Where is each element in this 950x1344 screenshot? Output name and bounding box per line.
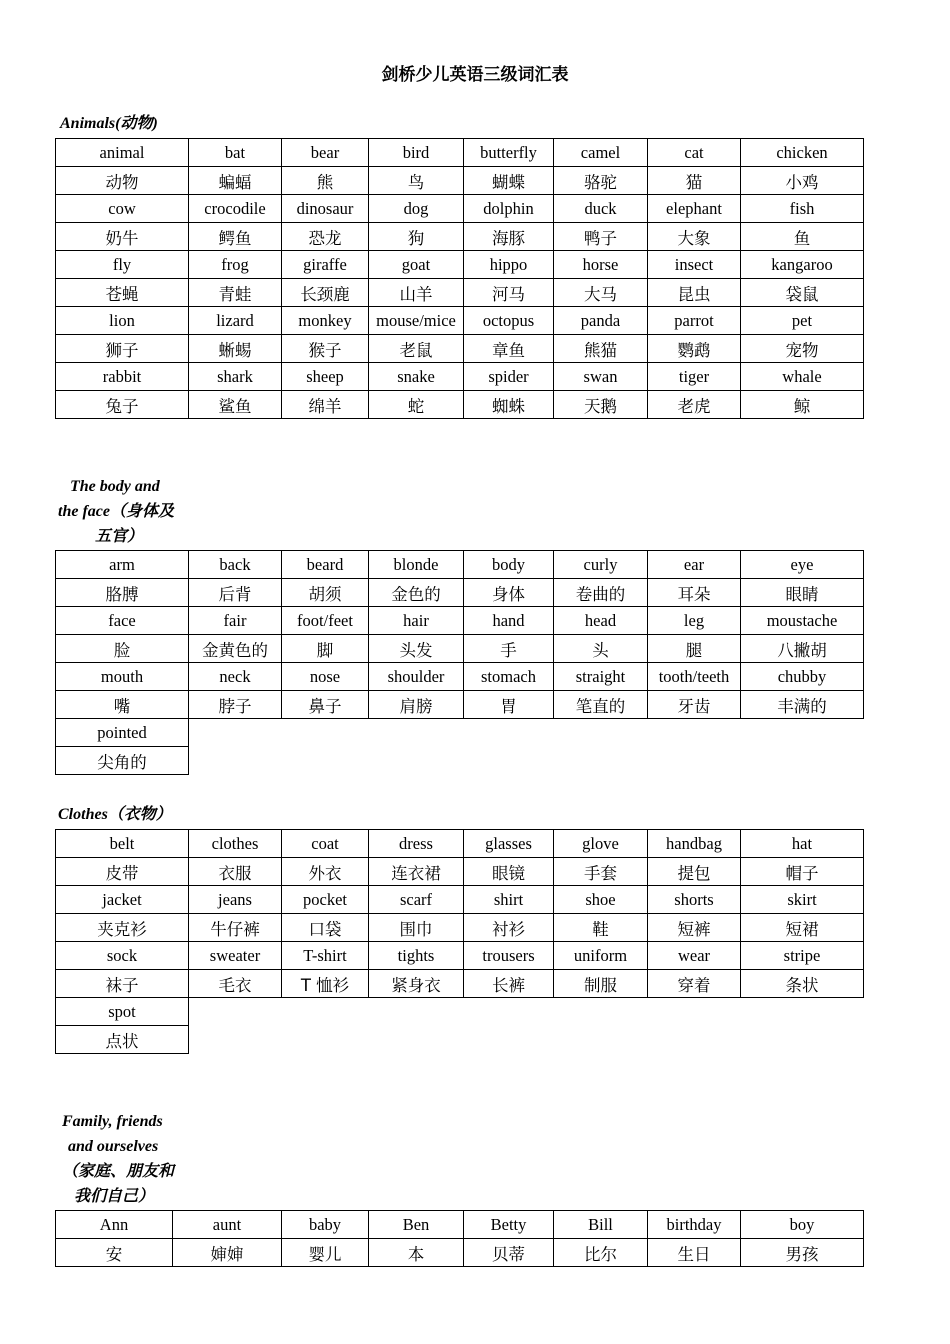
english-word-cell: jacket: [56, 886, 189, 914]
english-word-cell: T-shirt: [282, 942, 369, 970]
english-word-cell: jeans: [189, 886, 282, 914]
chinese-meaning-cell: 绵羊: [282, 391, 369, 419]
chinese-meaning-cell: 天鹅: [554, 391, 648, 419]
section-heading-animals: [60, 111, 158, 136]
english-word-cell: camel: [554, 139, 648, 167]
chinese-meaning-cell: 笔直的: [554, 691, 648, 719]
chinese-meaning-cell: 金色的: [369, 579, 464, 607]
english-word-cell: hand: [464, 607, 554, 635]
chinese-meaning-cell: 鲨鱼: [189, 391, 282, 419]
chinese-meaning-cell: 头发: [369, 635, 464, 663]
heading-line: 我们自己）: [74, 1188, 155, 1205]
english-word-cell: trousers: [464, 942, 554, 970]
heading-line: （家庭、朋友和: [62, 1163, 175, 1180]
chinese-meaning-cell: 鼻子: [282, 691, 369, 719]
chinese-meaning-cell: 熊: [282, 167, 369, 195]
chinese-meaning-cell: 金黄色的: [189, 635, 282, 663]
english-word-cell: beard: [282, 551, 369, 579]
chinese-meaning-cell: 章鱼: [464, 335, 554, 363]
chinese-meaning-cell: 提包: [648, 858, 741, 886]
empty-cell: [741, 719, 864, 747]
english-word-cell: fair: [189, 607, 282, 635]
english-word-cell: goat: [369, 251, 464, 279]
chinese-meaning-cell: 老虎: [648, 391, 741, 419]
english-word-cell: mouse/mice: [369, 307, 464, 335]
english-word-cell: elephant: [648, 195, 741, 223]
empty-cell: [554, 998, 648, 1026]
vocab-table-clothes: [55, 829, 864, 1054]
english-word-cell: monkey: [282, 307, 369, 335]
empty-cell: [369, 719, 464, 747]
empty-cell: [369, 998, 464, 1026]
chinese-meaning-cell: 牛仔裤: [189, 914, 282, 942]
chinese-meaning-cell: 宠物: [741, 335, 864, 363]
english-word-cell: giraffe: [282, 251, 369, 279]
chinese-meaning-cell: 蝙蝠: [189, 167, 282, 195]
english-word-cell: spot: [56, 998, 189, 1026]
english-word-cell: fly: [56, 251, 189, 279]
chinese-meaning-cell: 贝蒂: [464, 1239, 554, 1267]
empty-cell: [741, 1026, 864, 1054]
chinese-meaning-row: [56, 635, 864, 663]
english-word-cell: straight: [554, 663, 648, 691]
english-word-row: [56, 998, 864, 1026]
section-heading-body: [58, 474, 174, 549]
empty-cell: [554, 747, 648, 775]
empty-cell: [189, 719, 282, 747]
english-word-cell: kangaroo: [741, 251, 864, 279]
chinese-meaning-cell: 腿: [648, 635, 741, 663]
section-heading-clothes: [58, 802, 172, 827]
english-word-cell: arm: [56, 551, 189, 579]
english-word-cell: dress: [369, 830, 464, 858]
empty-cell: [464, 719, 554, 747]
chinese-meaning-cell: 鱼: [741, 223, 864, 251]
english-word-cell: shoulder: [369, 663, 464, 691]
english-word-cell: spider: [464, 363, 554, 391]
empty-cell: [648, 719, 741, 747]
vocab-table-animals: [55, 138, 864, 419]
english-word-cell: swan: [554, 363, 648, 391]
chinese-meaning-cell: 卷曲的: [554, 579, 648, 607]
chinese-meaning-cell: 毛衣: [189, 970, 282, 998]
english-word-cell: animal: [56, 139, 189, 167]
english-word-cell: dog: [369, 195, 464, 223]
chinese-meaning-cell: 猫: [648, 167, 741, 195]
english-word-cell: sweater: [189, 942, 282, 970]
chinese-meaning-cell: 小鸡: [741, 167, 864, 195]
empty-cell: [282, 747, 369, 775]
chinese-meaning-cell: 点状: [56, 1026, 189, 1054]
chinese-meaning-cell: 嘴: [56, 691, 189, 719]
english-word-row: [56, 139, 864, 167]
chinese-meaning-cell: 皮带: [56, 858, 189, 886]
english-word-cell: Ben: [369, 1211, 464, 1239]
empty-cell: [648, 998, 741, 1026]
english-word-cell: cow: [56, 195, 189, 223]
english-word-cell: fish: [741, 195, 864, 223]
chinese-meaning-row: [56, 391, 864, 419]
empty-cell: [464, 1026, 554, 1054]
english-word-cell: birthday: [648, 1211, 741, 1239]
chinese-meaning-cell: 胡须: [282, 579, 369, 607]
chinese-meaning-row: [56, 1239, 864, 1267]
empty-cell: [369, 1026, 464, 1054]
english-word-cell: stomach: [464, 663, 554, 691]
english-word-cell: nose: [282, 663, 369, 691]
page-title: 剑桥少儿英语三级词汇表: [381, 65, 569, 84]
chinese-meaning-row: [56, 970, 864, 998]
vocab-table-family: [55, 1210, 864, 1267]
chinese-meaning-row: [56, 335, 864, 363]
chinese-meaning-cell: 条状: [741, 970, 864, 998]
empty-cell: [464, 747, 554, 775]
english-word-cell: glove: [554, 830, 648, 858]
chinese-meaning-cell: 鞋: [554, 914, 648, 942]
chinese-meaning-cell: 眼镜: [464, 858, 554, 886]
empty-cell: [554, 1026, 648, 1054]
empty-cell: [648, 747, 741, 775]
english-word-row: [56, 886, 864, 914]
chinese-meaning-cell: 八撇胡: [741, 635, 864, 663]
chinese-meaning-cell: 兔子: [56, 391, 189, 419]
chinese-meaning-row: [56, 747, 864, 775]
english-word-cell: tiger: [648, 363, 741, 391]
english-word-cell: face: [56, 607, 189, 635]
chinese-meaning-row: [56, 279, 864, 307]
english-word-cell: handbag: [648, 830, 741, 858]
chinese-meaning-cell: 生日: [648, 1239, 741, 1267]
english-word-cell: pet: [741, 307, 864, 335]
empty-cell: [554, 719, 648, 747]
english-word-cell: leg: [648, 607, 741, 635]
chinese-meaning-cell: 后背: [189, 579, 282, 607]
chinese-meaning-cell: 蝴蝶: [464, 167, 554, 195]
english-word-row: [56, 942, 864, 970]
english-word-cell: dinosaur: [282, 195, 369, 223]
english-word-cell: scarf: [369, 886, 464, 914]
chinese-meaning-cell: 短裤: [648, 914, 741, 942]
english-word-cell: clothes: [189, 830, 282, 858]
english-word-cell: duck: [554, 195, 648, 223]
english-word-cell: body: [464, 551, 554, 579]
chinese-meaning-cell: 猴子: [282, 335, 369, 363]
chinese-meaning-cell: 动物: [56, 167, 189, 195]
chinese-meaning-cell: 婶婶: [173, 1239, 282, 1267]
english-word-cell: rabbit: [56, 363, 189, 391]
chinese-meaning-cell: 大象: [648, 223, 741, 251]
english-word-cell: stripe: [741, 942, 864, 970]
english-word-cell: octopus: [464, 307, 554, 335]
chinese-meaning-cell: 长颈鹿: [282, 279, 369, 307]
english-word-cell: hat: [741, 830, 864, 858]
chinese-meaning-cell: 尖角的: [56, 747, 189, 775]
chinese-meaning-cell: 脖子: [189, 691, 282, 719]
heading-line: and ourselves: [68, 1138, 159, 1155]
english-word-cell: glasses: [464, 830, 554, 858]
chinese-meaning-cell: 鲸: [741, 391, 864, 419]
chinese-meaning-cell: 恐龙: [282, 223, 369, 251]
chinese-meaning-cell: 胳膊: [56, 579, 189, 607]
english-word-cell: sock: [56, 942, 189, 970]
chinese-meaning-cell: 袋鼠: [741, 279, 864, 307]
chinese-meaning-cell: 穿着: [648, 970, 741, 998]
chinese-meaning-cell: 男孩: [741, 1239, 864, 1267]
english-word-cell: pocket: [282, 886, 369, 914]
english-word-cell: boy: [741, 1211, 864, 1239]
chinese-meaning-cell: 帽子: [741, 858, 864, 886]
chinese-meaning-row: [56, 1026, 864, 1054]
chinese-meaning-cell: 身体: [464, 579, 554, 607]
chinese-meaning-cell: 蛇: [369, 391, 464, 419]
empty-cell: [369, 747, 464, 775]
english-word-cell: cat: [648, 139, 741, 167]
english-word-cell: Ann: [56, 1211, 173, 1239]
chinese-meaning-cell: 长裤: [464, 970, 554, 998]
english-word-cell: snake: [369, 363, 464, 391]
chinese-meaning-cell: 蜘蛛: [464, 391, 554, 419]
english-word-cell: insect: [648, 251, 741, 279]
chinese-meaning-cell: 衣服: [189, 858, 282, 886]
english-word-cell: eye: [741, 551, 864, 579]
english-word-cell: shark: [189, 363, 282, 391]
chinese-meaning-cell: 胃: [464, 691, 554, 719]
chinese-meaning-cell: 安: [56, 1239, 173, 1267]
english-word-cell: chubby: [741, 663, 864, 691]
chinese-meaning-cell: 蜥蜴: [189, 335, 282, 363]
english-word-cell: head: [554, 607, 648, 635]
english-word-cell: chicken: [741, 139, 864, 167]
english-word-row: [56, 719, 864, 747]
empty-cell: [189, 998, 282, 1026]
english-word-cell: skirt: [741, 886, 864, 914]
english-word-cell: tights: [369, 942, 464, 970]
chinese-meaning-cell: 外衣: [282, 858, 369, 886]
english-word-cell: baby: [282, 1211, 369, 1239]
chinese-meaning-cell: 手套: [554, 858, 648, 886]
english-word-cell: curly: [554, 551, 648, 579]
english-word-cell: belt: [56, 830, 189, 858]
chinese-meaning-cell: 大马: [554, 279, 648, 307]
chinese-meaning-cell: 狮子: [56, 335, 189, 363]
english-word-cell: Bill: [554, 1211, 648, 1239]
empty-cell: [189, 1026, 282, 1054]
chinese-meaning-cell: 鹦鹉: [648, 335, 741, 363]
chinese-meaning-row: [56, 691, 864, 719]
empty-cell: [282, 1026, 369, 1054]
heading-line: 五官）: [95, 528, 144, 545]
english-word-cell: lion: [56, 307, 189, 335]
english-word-cell: whale: [741, 363, 864, 391]
empty-cell: [741, 998, 864, 1026]
english-word-cell: shirt: [464, 886, 554, 914]
chinese-meaning-cell: 老鼠: [369, 335, 464, 363]
chinese-meaning-row: [56, 914, 864, 942]
english-word-row: [56, 663, 864, 691]
chinese-meaning-cell: 婴儿: [282, 1239, 369, 1267]
chinese-meaning-cell: 鸟: [369, 167, 464, 195]
english-word-row: [56, 251, 864, 279]
english-word-cell: frog: [189, 251, 282, 279]
chinese-meaning-cell: 牙齿: [648, 691, 741, 719]
empty-cell: [648, 1026, 741, 1054]
english-word-cell: blonde: [369, 551, 464, 579]
chinese-meaning-cell: 丰满的: [741, 691, 864, 719]
chinese-meaning-cell: 夹克衫: [56, 914, 189, 942]
chinese-meaning-cell: 狗: [369, 223, 464, 251]
english-word-cell: parrot: [648, 307, 741, 335]
chinese-meaning-cell: 制服: [554, 970, 648, 998]
chinese-meaning-cell: 袜子: [56, 970, 189, 998]
english-word-cell: shoe: [554, 886, 648, 914]
vocab-table-body: [55, 550, 864, 775]
heading-line: The body and: [70, 478, 160, 495]
chinese-meaning-cell: 苍蝇: [56, 279, 189, 307]
english-word-cell: panda: [554, 307, 648, 335]
english-word-cell: hair: [369, 607, 464, 635]
chinese-meaning-cell: 手: [464, 635, 554, 663]
chinese-meaning-cell: 河马: [464, 279, 554, 307]
english-word-cell: uniform: [554, 942, 648, 970]
english-word-cell: wear: [648, 942, 741, 970]
empty-cell: [282, 719, 369, 747]
english-word-cell: lizard: [189, 307, 282, 335]
english-word-row: [56, 830, 864, 858]
english-word-cell: dolphin: [464, 195, 554, 223]
chinese-meaning-cell: 围巾: [369, 914, 464, 942]
empty-cell: [282, 998, 369, 1026]
chinese-meaning-cell: 耳朵: [648, 579, 741, 607]
chinese-meaning-cell: 连衣裙: [369, 858, 464, 886]
heading-line: Family, friends: [62, 1113, 163, 1130]
english-word-cell: crocodile: [189, 195, 282, 223]
english-word-cell: bat: [189, 139, 282, 167]
section-heading-family: [62, 1109, 174, 1209]
chinese-meaning-cell: 鳄鱼: [189, 223, 282, 251]
chinese-meaning-cell: 骆驼: [554, 167, 648, 195]
empty-cell: [741, 747, 864, 775]
chinese-meaning-cell: 昆虫: [648, 279, 741, 307]
english-word-cell: foot/feet: [282, 607, 369, 635]
english-word-cell: bear: [282, 139, 369, 167]
english-word-cell: pointed: [56, 719, 189, 747]
chinese-meaning-cell: 熊猫: [554, 335, 648, 363]
chinese-meaning-cell: 鸭子: [554, 223, 648, 251]
chinese-meaning-cell: 山羊: [369, 279, 464, 307]
english-word-cell: moustache: [741, 607, 864, 635]
chinese-meaning-row: [56, 223, 864, 251]
heading-line: the face（身体及: [58, 503, 174, 520]
empty-cell: [464, 998, 554, 1026]
chinese-meaning-cell: 眼睛: [741, 579, 864, 607]
chinese-meaning-cell: 衬衫: [464, 914, 554, 942]
english-word-cell: tooth/teeth: [648, 663, 741, 691]
english-word-cell: bird: [369, 139, 464, 167]
english-word-row: [56, 363, 864, 391]
heading-line: Clothes（衣物）: [58, 806, 172, 823]
english-word-row: [56, 607, 864, 635]
chinese-meaning-row: [56, 858, 864, 886]
chinese-meaning-cell: 肩膀: [369, 691, 464, 719]
english-word-cell: hippo: [464, 251, 554, 279]
english-word-row: [56, 195, 864, 223]
chinese-meaning-cell: T 恤衫: [282, 970, 369, 998]
english-word-cell: butterfly: [464, 139, 554, 167]
english-word-cell: neck: [189, 663, 282, 691]
empty-cell: [189, 747, 282, 775]
english-word-row: [56, 307, 864, 335]
english-word-cell: coat: [282, 830, 369, 858]
english-word-row: [56, 1211, 864, 1239]
english-word-cell: horse: [554, 251, 648, 279]
chinese-meaning-cell: 本: [369, 1239, 464, 1267]
heading-line: Animals(动物): [60, 115, 158, 132]
english-word-cell: ear: [648, 551, 741, 579]
chinese-meaning-cell: 紧身衣: [369, 970, 464, 998]
english-word-cell: mouth: [56, 663, 189, 691]
chinese-meaning-row: [56, 167, 864, 195]
chinese-meaning-cell: 比尔: [554, 1239, 648, 1267]
english-word-cell: sheep: [282, 363, 369, 391]
chinese-meaning-cell: 短裙: [741, 914, 864, 942]
english-word-row: [56, 551, 864, 579]
chinese-meaning-cell: 口袋: [282, 914, 369, 942]
chinese-meaning-row: [56, 579, 864, 607]
chinese-meaning-cell: 脚: [282, 635, 369, 663]
english-word-cell: shorts: [648, 886, 741, 914]
chinese-meaning-cell: 头: [554, 635, 648, 663]
english-word-cell: Betty: [464, 1211, 554, 1239]
english-word-cell: aunt: [173, 1211, 282, 1239]
chinese-meaning-cell: 青蛙: [189, 279, 282, 307]
chinese-meaning-cell: 奶牛: [56, 223, 189, 251]
chinese-meaning-cell: 海豚: [464, 223, 554, 251]
english-word-cell: back: [189, 551, 282, 579]
chinese-meaning-cell: 脸: [56, 635, 189, 663]
